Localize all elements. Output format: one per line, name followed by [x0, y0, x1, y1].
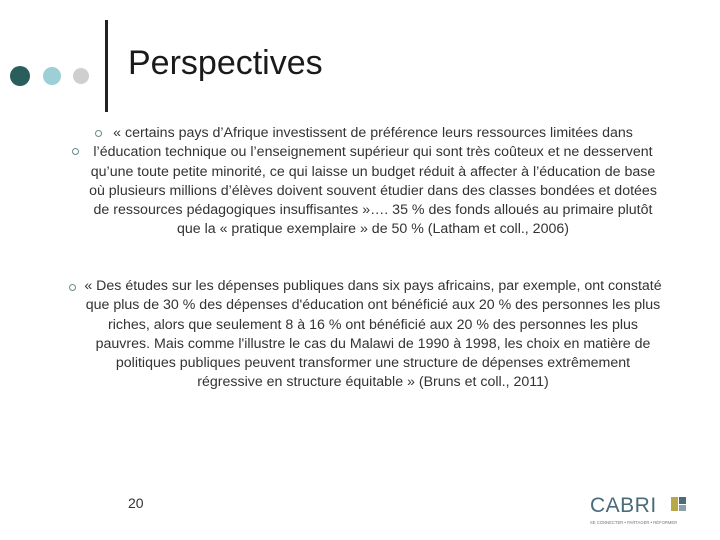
decorative-dot-dark — [10, 66, 30, 86]
decorative-dot-gray — [73, 68, 89, 84]
bullet-icon — [72, 148, 79, 155]
bullet-icon — [69, 284, 76, 291]
logo-tagline: SE CONNECTER • PARTAGER • RÉFORMER — [590, 520, 678, 525]
slide-title: Perspectives — [128, 44, 323, 82]
quote-paragraph-1: « certains pays d’Afrique investissent de préférence leurs ressources limitées dans l’éducation technique ou l’enseignement supérieur qui sont très coûteux et ne desservent qu’une toute petite minorité, ce qui laisse un budget réduit à affecter à l’éducation de base où plusieurs millions d’élèves doivent souvent étudier dans des classes bondées et dotées de ressources pédagogiques insuffisantes »…. 35 % des fonds alloués au primaire plutôt que la « pratique exemplaire » de 50 % (Latham et coll., 2006) — [89, 125, 657, 238]
logo-wordmark: CABRI — [590, 494, 657, 517]
decorative-dot-light — [43, 67, 61, 85]
title-divider — [105, 20, 108, 112]
quote-paragraph-2: « Des études sur les dépenses publiques dans six pays africains, par exemple, ont constaté que plus de 30 % des dépenses d'éducation ont bénéficié aux 20 % des personnes les plus riches, alors que seulement 8 à 16 % ont bénéficié aux 20 % des personnes les plus pauvres. Mais comme l'illustre le cas du Malawi de 1990 à 1998, les choix en matière de politiques publiques peuvent transformer une structure de dépenses extrêmement régressive en structure équitable » (Bruns et coll., 2011) — [84, 278, 662, 391]
cabri-logo — [590, 492, 690, 532]
logo-mark-icon — [671, 497, 686, 511]
page-number: 20 — [128, 495, 144, 511]
